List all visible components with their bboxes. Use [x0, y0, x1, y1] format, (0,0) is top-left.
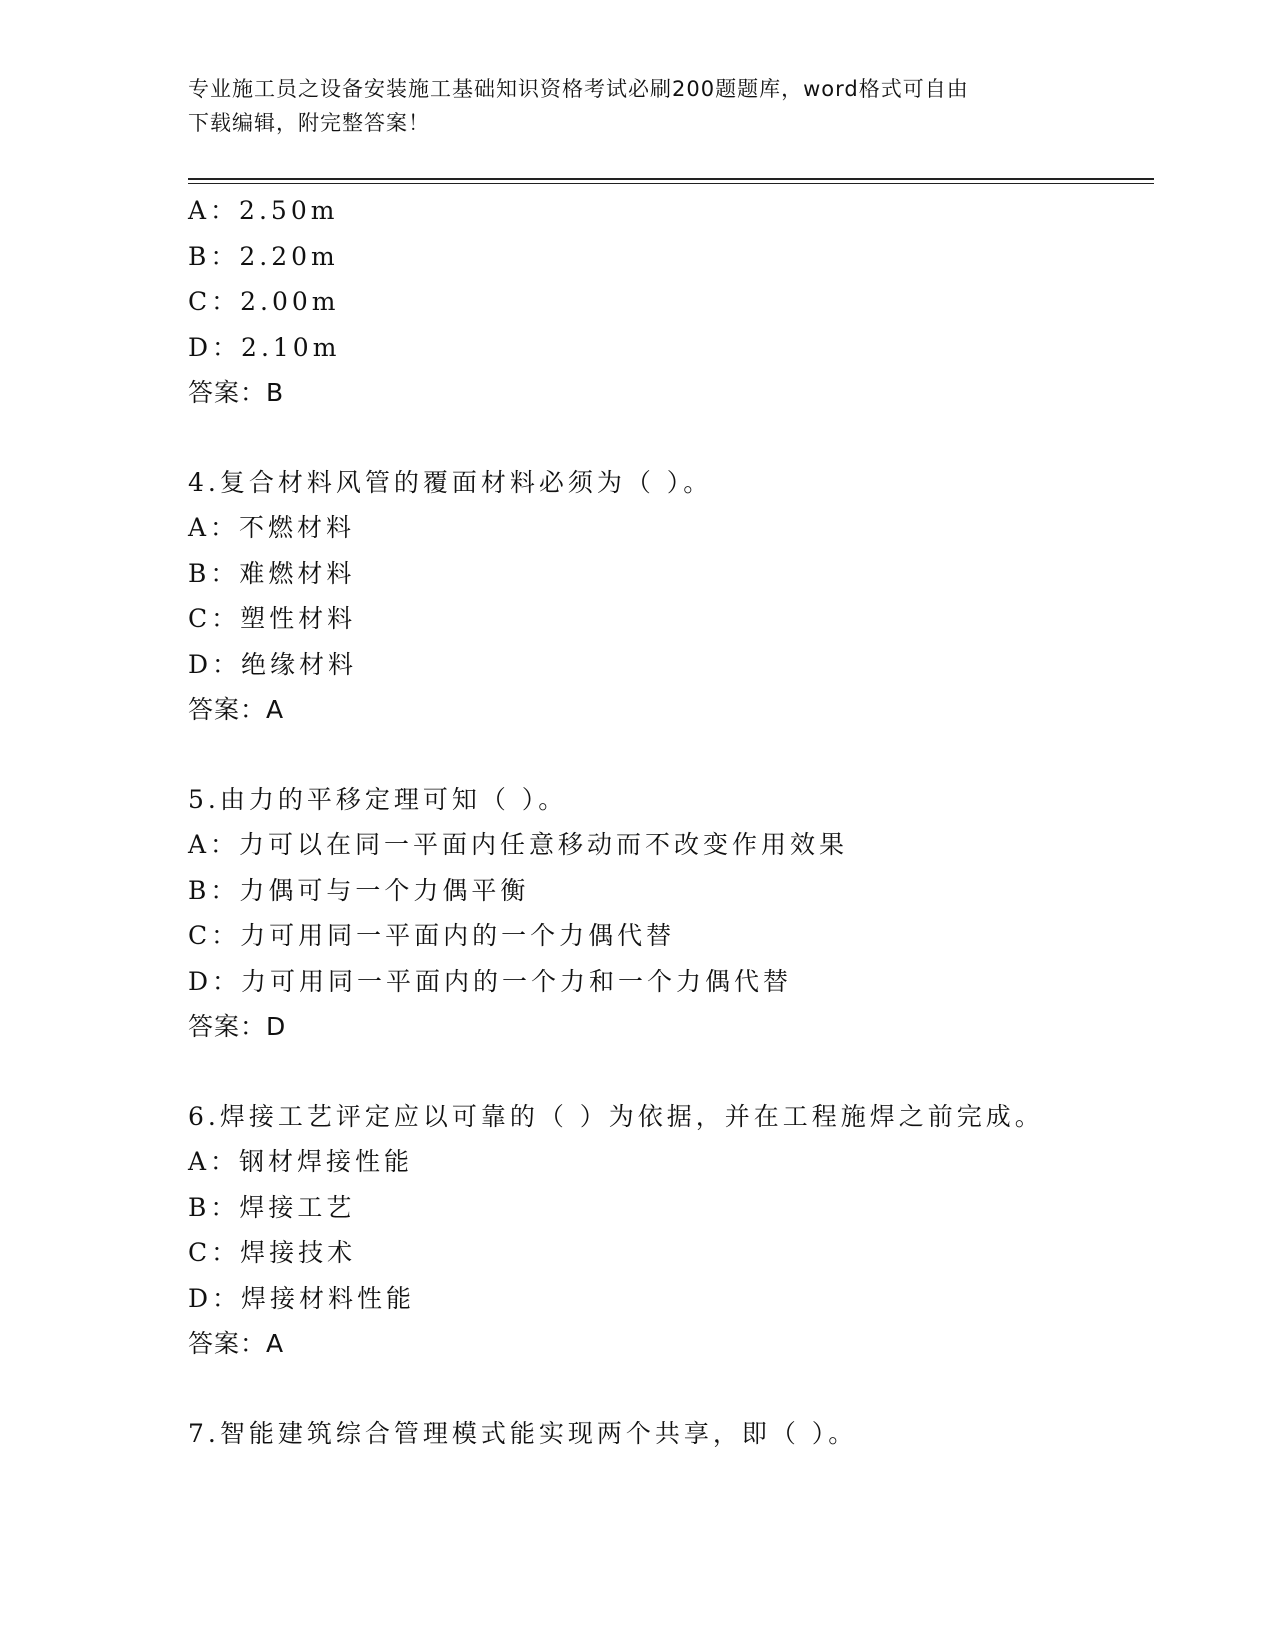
- header-divider-thin: [188, 183, 1154, 184]
- option-c: C：力可用同一平面内的一个力偶代替: [188, 921, 676, 950]
- option-b: B：力偶可与一个力偶平衡: [188, 875, 530, 905]
- question-7: [188, 1411, 1154, 1457]
- option-d: D：2.10m: [188, 332, 341, 362]
- question-text: 5.由力的平移定理可知（ ）。: [188, 784, 568, 814]
- option-d: D：焊接材料性能: [188, 1283, 416, 1313]
- answer: 答案：A: [188, 1329, 285, 1358]
- option-a: A：钢材焊接性能: [188, 1147, 414, 1176]
- question-5: [188, 777, 1154, 1050]
- option-a: A：不燃材料: [188, 513, 356, 542]
- header-line-1: 专业施工员之设备安装施工基础知识资格考试必刷200题题库，word格式可自由: [188, 77, 969, 101]
- option-b: B：难燃材料: [188, 558, 356, 588]
- option-b: B：焊接工艺: [188, 1192, 356, 1222]
- question-3: [188, 188, 1154, 416]
- document-header: [188, 72, 1088, 140]
- header-line-2: 下载编辑，附完整答案！: [188, 111, 430, 135]
- question-text: 4.复合材料风管的覆面材料必须为（ ）。: [188, 467, 713, 497]
- option-b: B：2.20m: [188, 241, 339, 271]
- question-list: [188, 188, 1154, 1456]
- header-divider: [188, 178, 1154, 180]
- option-d: D：力可用同一平面内的一个力和一个力偶代替: [188, 966, 793, 996]
- question-text: 6.焊接工艺评定应以可靠的（ ）为依据，并在工程施焊之前完成。: [188, 1101, 1044, 1131]
- option-c: C：焊接技术: [188, 1238, 357, 1267]
- question-4: [188, 460, 1154, 733]
- option-a: A：2.50m: [188, 196, 339, 225]
- question-text: 7.智能建筑综合管理模式能实现两个共享，即（ ）。: [188, 1418, 858, 1448]
- answer: 答案：D: [188, 1012, 287, 1041]
- question-6: [188, 1094, 1154, 1367]
- answer: 答案：A: [188, 695, 285, 724]
- option-d: D：绝缘材料: [188, 649, 358, 679]
- option-c: C：2.00m: [188, 287, 340, 316]
- option-c: C：塑性材料: [188, 604, 357, 633]
- option-a: A：力可以在同一平面内任意移动而不改变作用效果: [188, 830, 849, 859]
- answer: 答案：B: [188, 378, 285, 407]
